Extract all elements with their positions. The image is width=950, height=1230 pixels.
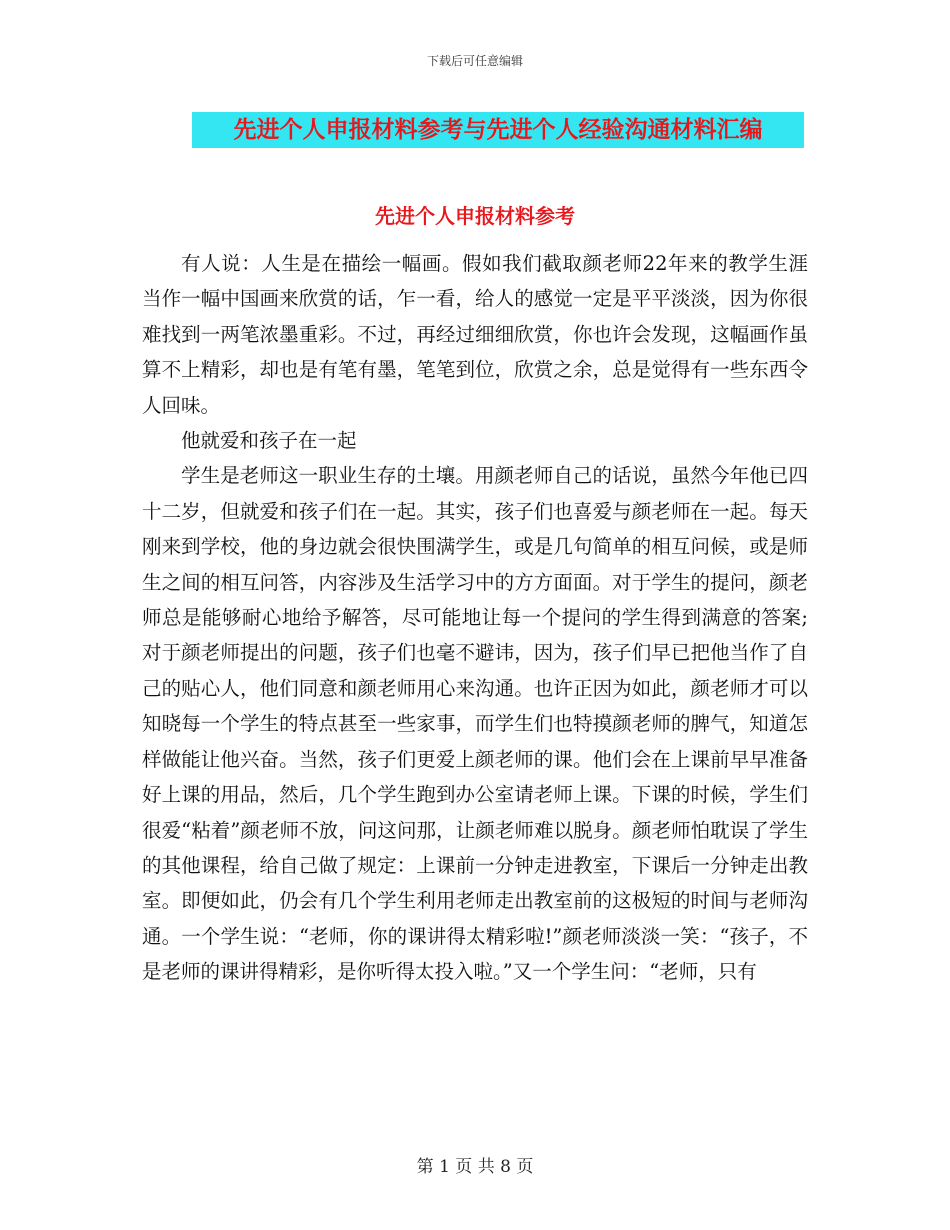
header-note: 下载后可任意编辑 xyxy=(426,54,523,68)
paragraph-subheading: 他就爱和孩子在一起 xyxy=(181,429,357,453)
paragraph-main: 学生是老师这一职业生存的土壤。用颜老师自己的话说，虽然今年他已四十二岁，但就爱和孩子们在一起。其实，孩子们也喜爱与颜老师在一起。每天刚来到学校，他的身边就会很快围满学生，或是几句简单的相互问候，或是师生之间的相互问答，内容涉及生活学习中的方方面面。对于学生的提问，颜老师总是能够耐心地给予解答，尽可能地让每一个提问的学生得到满意的答案;对于颜老师提出的问题，孩子们也毫不避讳，因为，孩子们早已把他当作了自己的贴心人，他们同意和颜老师用心来沟通。也许正因为如此，颜老师才可以知晓每一个学生的特点甚至一些家事，而学生们也特摸颜老师的脾气，知道怎样做能让他兴奋。当然，孩子们更爱上颜老师的课。他们会在上课前早早准备好上课的用品，然后，几个学生跑到办公室请老师上课。下课的时候，学生们很爱“粘着”颜老师不放，问这问那，让颜老师难以脱身。颜老师怕耽误了学生的其他课程，给自己做了规定：上课前一分钟走进教室，下课后一分钟走出教室。即便如此，仍会有几个学生利用老师走出教室前的这极短的时间与老师沟通。一个学生说：“老师，你的课讲得太精彩啦!”颜老师淡淡一笑：“孩子，不是老师的课讲得精彩，是你听得太投入啦。”又一个学生问：“老师，只有 xyxy=(142,464,808,984)
page-number: 第 1 页 共 8 页 xyxy=(416,1157,534,1177)
document-title-highlight xyxy=(192,112,804,148)
document-title: 先进个人申报材料参考与先进个人经验沟通材料汇编 xyxy=(233,116,763,143)
body-text xyxy=(142,246,808,990)
paragraph-intro: 有人说：人生是在描绘一幅画。假如我们截取颜老师22年来的教学生涯当作一幅中国画来欣赏的话，乍一看，给人的感觉一定是平平淡淡，因为你很难找到一两笔浓墨重彩。不过，再经过细细欣赏，你也许会发现，这幅画作虽算不上精彩，却也是有笔有墨，笔笔到位，欣赏之余，总是觉得有一些东西令人回味。 xyxy=(142,252,808,417)
section-title: 先进个人申报材料参考 xyxy=(375,204,575,228)
